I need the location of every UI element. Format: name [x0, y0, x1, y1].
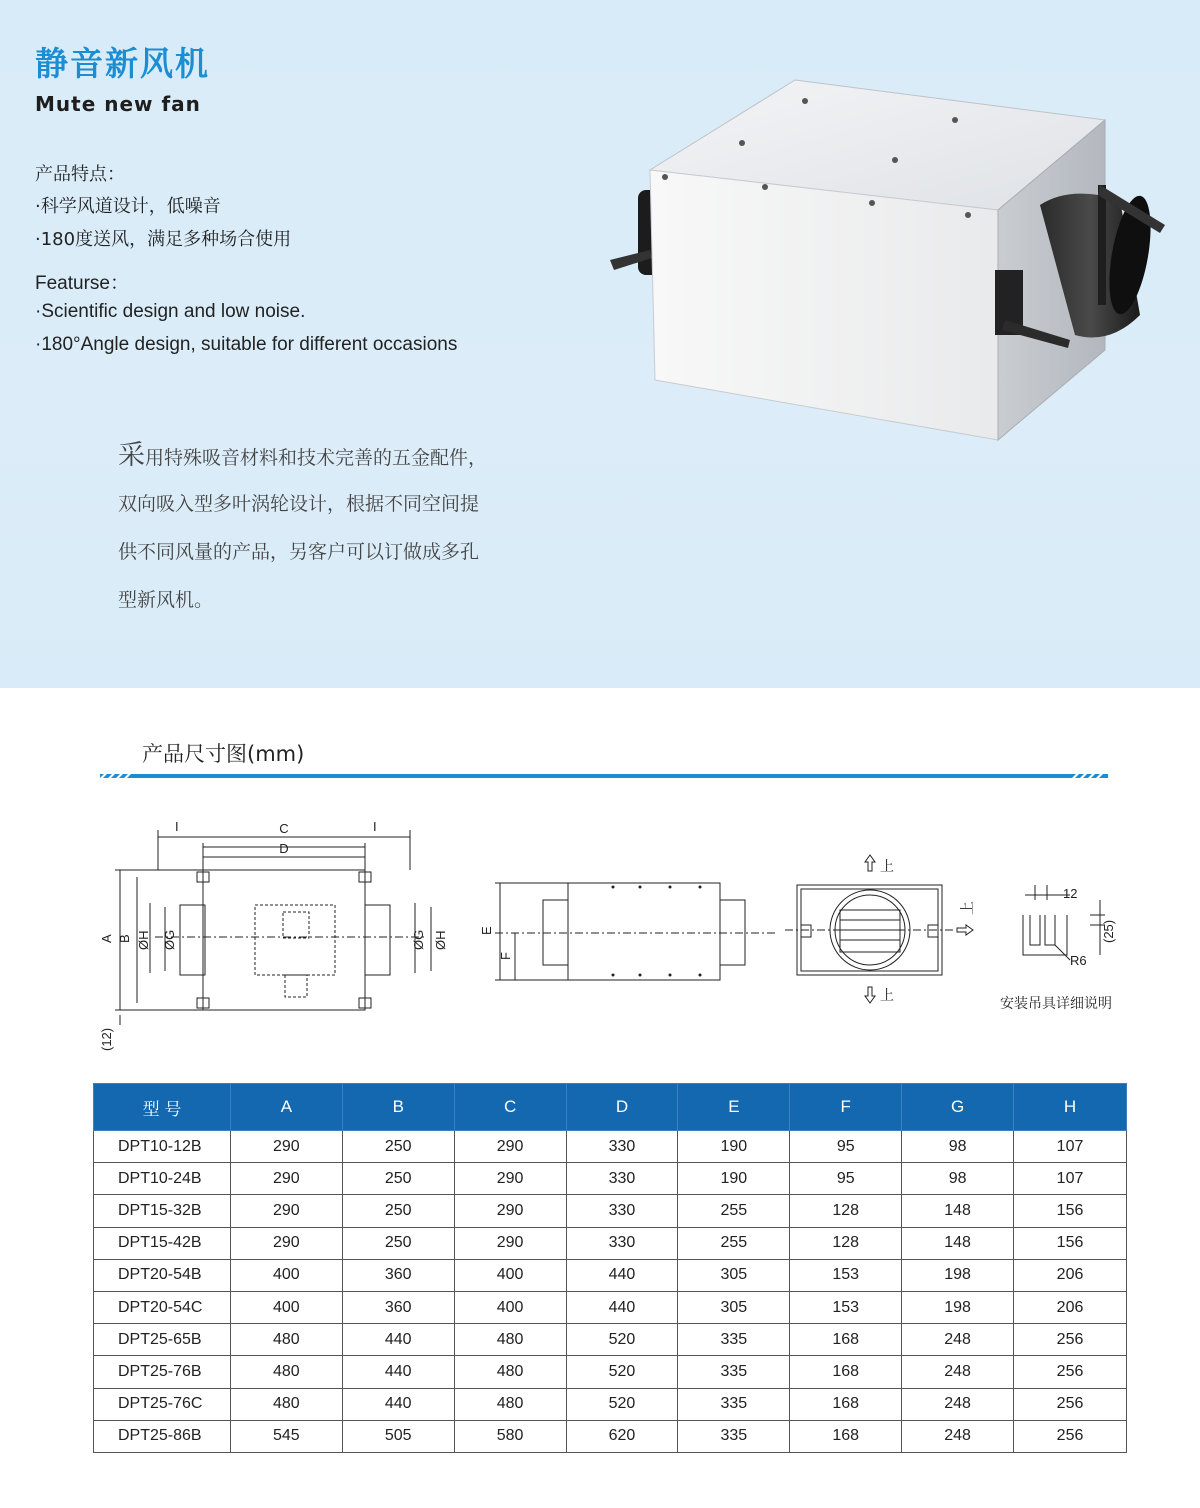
- front-view-drawing: [115, 830, 431, 1025]
- header-g: G: [902, 1084, 1014, 1131]
- cell-a: 400: [230, 1259, 342, 1291]
- cell-b: 250: [342, 1227, 454, 1259]
- cell-model: DPT15-32B: [94, 1195, 231, 1227]
- dim-label-d: D: [279, 841, 289, 856]
- table-row: [94, 1420, 1127, 1452]
- cell-d: 520: [566, 1388, 678, 1420]
- dimensions-title: 产品尺寸图(mm): [142, 742, 305, 766]
- direction-up-label-top: 上: [880, 858, 894, 874]
- cell-d: 440: [566, 1291, 678, 1323]
- dim-label-hanger-25: (25): [1101, 919, 1116, 943]
- cell-b: 440: [342, 1388, 454, 1420]
- page-title-en: Mute new fan: [35, 92, 201, 116]
- cell-f: 95: [790, 1131, 902, 1163]
- cell-a: 290: [230, 1163, 342, 1195]
- cell-model: DPT25-86B: [94, 1420, 231, 1452]
- product-description: [118, 440, 538, 632]
- header-a: A: [230, 1084, 342, 1131]
- cell-b: 505: [342, 1420, 454, 1452]
- cell-c: 290: [454, 1227, 566, 1259]
- feature-item-cn-1: ·科学风道设计，低噪音: [35, 196, 221, 217]
- cell-e: 255: [678, 1227, 790, 1259]
- header-d: D: [566, 1084, 678, 1131]
- table-row: [94, 1324, 1127, 1356]
- description-line-2: 双向吸入型多叶涡轮设计，根据不同空间提: [118, 493, 480, 515]
- dim-label-f: F: [498, 952, 513, 960]
- cell-a: 400: [230, 1291, 342, 1323]
- cell-e: 305: [678, 1259, 790, 1291]
- dim-label-b: B: [117, 934, 132, 943]
- cell-c: 290: [454, 1131, 566, 1163]
- cell-e: 335: [678, 1324, 790, 1356]
- cell-e: 190: [678, 1131, 790, 1163]
- cell-h: 256: [1014, 1420, 1127, 1452]
- table-row: [94, 1388, 1127, 1420]
- product-image: [600, 75, 1170, 450]
- header-f: F: [790, 1084, 902, 1131]
- cell-f: 128: [790, 1227, 902, 1259]
- cell-e: 305: [678, 1291, 790, 1323]
- direction-up-label-bottom: 上: [880, 987, 894, 1003]
- cell-g: 248: [902, 1420, 1014, 1452]
- cell-e: 335: [678, 1420, 790, 1452]
- cell-b: 440: [342, 1324, 454, 1356]
- cell-a: 545: [230, 1420, 342, 1452]
- hanger-caption: 安装吊具详细说明: [1000, 996, 1112, 1012]
- cell-g: 198: [902, 1291, 1014, 1323]
- dim-label-i-right: I: [373, 819, 377, 834]
- cell-g: 148: [902, 1227, 1014, 1259]
- cell-h: 256: [1014, 1388, 1127, 1420]
- description-line-3: 供不同风量的产品，另客户可以订做成多孔: [118, 541, 480, 563]
- table-row: [94, 1131, 1127, 1163]
- cell-c: 580: [454, 1420, 566, 1452]
- cell-a: 290: [230, 1131, 342, 1163]
- table-row: [94, 1195, 1127, 1227]
- dimension-drawings: [95, 815, 1145, 1060]
- cell-model: DPT25-76C: [94, 1388, 231, 1420]
- table-row: [94, 1163, 1127, 1195]
- cell-d: 330: [566, 1131, 678, 1163]
- cell-a: 480: [230, 1388, 342, 1420]
- cell-c: 480: [454, 1388, 566, 1420]
- cell-c: 290: [454, 1163, 566, 1195]
- cell-e: 190: [678, 1163, 790, 1195]
- cell-d: 440: [566, 1259, 678, 1291]
- dim-label-hanger-12: 12: [1063, 886, 1078, 901]
- dim-label-r6: R6: [1070, 953, 1087, 968]
- spec-table-body: [94, 1131, 1127, 1453]
- table-row: [94, 1356, 1127, 1388]
- cell-f: 153: [790, 1259, 902, 1291]
- cell-g: 148: [902, 1195, 1014, 1227]
- cell-a: 290: [230, 1227, 342, 1259]
- dim-label-e: E: [479, 926, 494, 935]
- cell-h: 256: [1014, 1356, 1127, 1388]
- cell-e: 335: [678, 1388, 790, 1420]
- dim-label-og-right: ØG: [411, 929, 426, 950]
- cell-model: DPT15-42B: [94, 1227, 231, 1259]
- cell-model: DPT25-65B: [94, 1324, 231, 1356]
- spec-table: [93, 1083, 1127, 1453]
- table-row: [94, 1259, 1127, 1291]
- header-h: H: [1014, 1084, 1127, 1131]
- description-line-1: [118, 440, 538, 488]
- cell-model: DPT25-76B: [94, 1356, 231, 1388]
- cell-h: 107: [1014, 1163, 1127, 1195]
- header-model: 型 号: [94, 1084, 231, 1131]
- direction-up-label-right: 上: [959, 901, 975, 915]
- dim-label-12: (12): [99, 1027, 114, 1051]
- cell-b: 250: [342, 1195, 454, 1227]
- header-c: C: [454, 1084, 566, 1131]
- cell-b: 250: [342, 1163, 454, 1195]
- header-b: B: [342, 1084, 454, 1131]
- cell-h: 206: [1014, 1291, 1127, 1323]
- feature-item-cn-2: ·180度送风，满足多种场合使用: [35, 229, 292, 250]
- cell-f: 168: [790, 1388, 902, 1420]
- cell-d: 620: [566, 1420, 678, 1452]
- cell-d: 330: [566, 1163, 678, 1195]
- cell-g: 198: [902, 1259, 1014, 1291]
- page-title-cn: 静音新风机: [35, 44, 210, 83]
- cell-g: 98: [902, 1163, 1014, 1195]
- description-line-1-text: 用特殊吸音材料和技术完善的五金配件，: [145, 447, 488, 469]
- cell-e: 335: [678, 1356, 790, 1388]
- cell-f: 153: [790, 1291, 902, 1323]
- dim-label-a: A: [99, 934, 114, 943]
- cell-g: 248: [902, 1356, 1014, 1388]
- cell-a: 480: [230, 1324, 342, 1356]
- end-view-drawing: [785, 855, 973, 1003]
- cell-h: 206: [1014, 1259, 1127, 1291]
- spec-table-header-row: [94, 1084, 1127, 1131]
- cell-model: DPT20-54C: [94, 1291, 231, 1323]
- cell-model: DPT20-54B: [94, 1259, 231, 1291]
- cell-b: 250: [342, 1131, 454, 1163]
- dim-label-og-left: ØG: [162, 929, 177, 950]
- cell-b: 360: [342, 1291, 454, 1323]
- cell-c: 480: [454, 1356, 566, 1388]
- description-first-char: 采: [118, 440, 145, 471]
- cell-f: 168: [790, 1356, 902, 1388]
- feature-item-en-2: ·180°Angle design, suitable for different occasions: [35, 334, 458, 355]
- section-divider: [100, 772, 1108, 780]
- cell-d: 330: [566, 1195, 678, 1227]
- feature-item-en-1: ·Scientific design and low noise.: [35, 301, 306, 322]
- cell-c: 480: [454, 1324, 566, 1356]
- dim-label-i-left: I: [175, 819, 179, 834]
- dim-label-oh-left: ØH: [136, 930, 151, 950]
- cell-h: 107: [1014, 1131, 1127, 1163]
- cell-c: 400: [454, 1291, 566, 1323]
- table-row: [94, 1227, 1127, 1259]
- cell-a: 290: [230, 1195, 342, 1227]
- cell-c: 290: [454, 1195, 566, 1227]
- cell-d: 520: [566, 1324, 678, 1356]
- cell-f: 128: [790, 1195, 902, 1227]
- table-row: [94, 1291, 1127, 1323]
- cell-g: 248: [902, 1324, 1014, 1356]
- cell-f: 168: [790, 1324, 902, 1356]
- cell-model: DPT10-24B: [94, 1163, 231, 1195]
- cell-h: 156: [1014, 1195, 1127, 1227]
- dim-label-oh-right: ØH: [433, 930, 448, 950]
- cell-b: 440: [342, 1356, 454, 1388]
- cell-h: 256: [1014, 1324, 1127, 1356]
- cell-c: 400: [454, 1259, 566, 1291]
- cell-e: 255: [678, 1195, 790, 1227]
- features-heading-cn: 产品特点：: [35, 164, 125, 185]
- cell-d: 520: [566, 1356, 678, 1388]
- description-line-4: 型新风机。: [118, 589, 214, 611]
- cell-b: 360: [342, 1259, 454, 1291]
- header-e: E: [678, 1084, 790, 1131]
- cell-a: 480: [230, 1356, 342, 1388]
- cell-f: 95: [790, 1163, 902, 1195]
- features-heading-en: Featurse：: [35, 273, 129, 294]
- cell-g: 98: [902, 1131, 1014, 1163]
- cell-d: 330: [566, 1227, 678, 1259]
- side-view-drawing: [495, 883, 775, 980]
- cell-model: DPT10-12B: [94, 1131, 231, 1163]
- dim-label-c: C: [279, 821, 289, 836]
- cell-f: 168: [790, 1420, 902, 1452]
- cell-h: 156: [1014, 1227, 1127, 1259]
- cell-g: 248: [902, 1388, 1014, 1420]
